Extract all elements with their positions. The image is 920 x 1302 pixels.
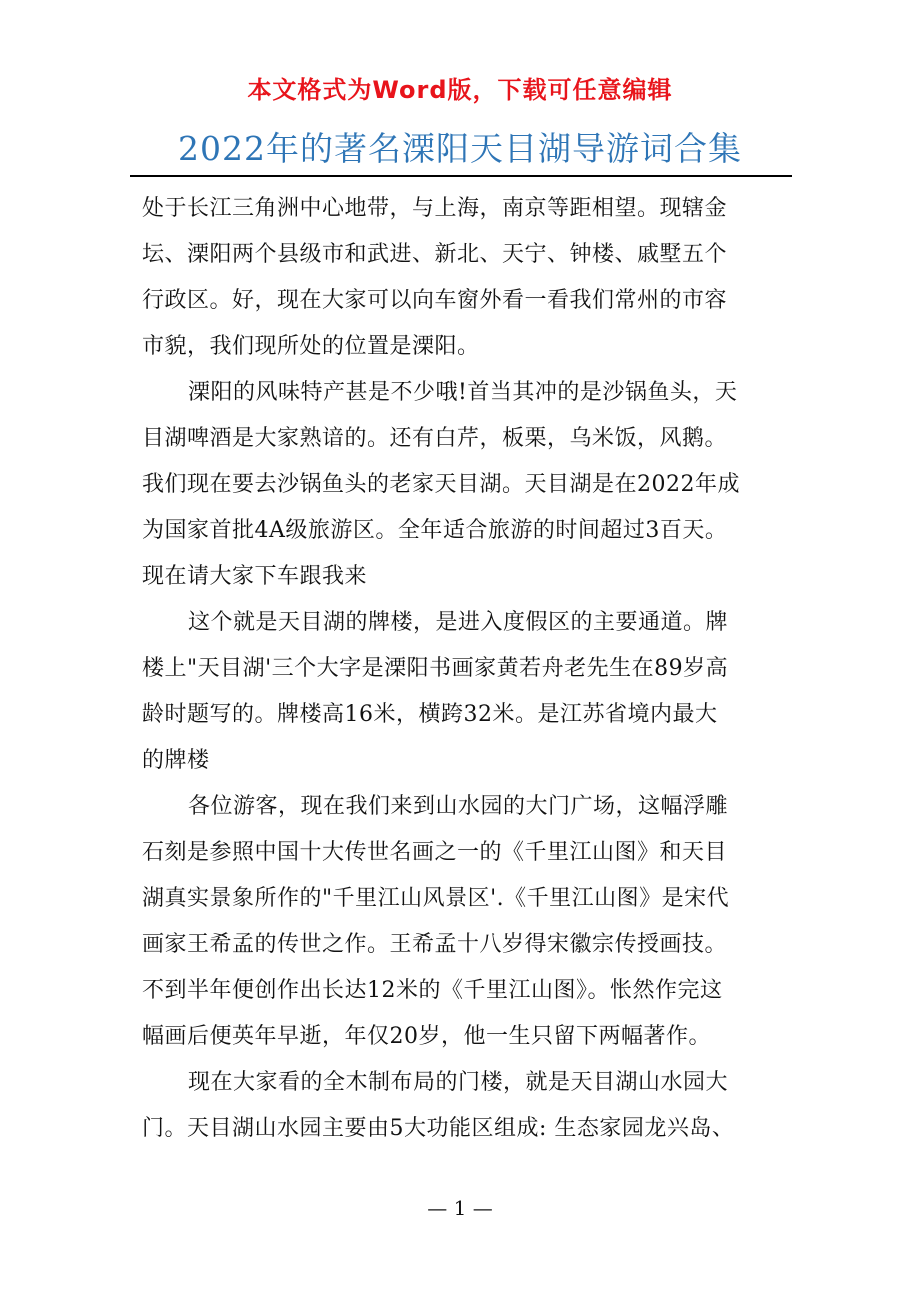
text-line: 目湖啤酒是大家熟谙的。还有白芹，板栗，乌米饭，风鹅。 — [142, 426, 728, 451]
format-notice: 本文格式为Word版，下载可任意编辑 — [247, 76, 673, 104]
title-divider — [130, 175, 792, 177]
text-line: 行政区。好，现在大家可以向车窗外看一看我们常州的市容 — [142, 288, 728, 313]
text-line: 这个就是天目湖的牌楼，是进入度假区的主要通道。牌 — [188, 610, 729, 635]
text-line: 我们现在要去沙锅鱼头的老家天目湖。天目湖是在2022年成 — [142, 472, 740, 497]
text-line: 现在请大家下车跟我来 — [142, 564, 368, 589]
text-line: 石刻是参照中国十大传世名画之一的《千里江山图》和天目 — [142, 840, 728, 865]
document-body — [142, 186, 792, 1152]
text-line: 不到半年便创作出长达12米的《千里江山图》。怅然作完这 — [142, 978, 723, 1003]
text-line: 现在大家看的全木制布局的门楼，就是天目湖山水园大 — [188, 1070, 729, 1095]
text-line: 画家王希孟的传世之作。王希孟十八岁得宋徽宗传授画技。 — [142, 932, 728, 957]
text-line: 湖真实景象所作的"千里江山风景区'.《千里江山图》是宋代 — [142, 886, 730, 911]
text-line: 处于长江三角洲中心地带，与上海，南京等距相望。现辖金 — [142, 196, 728, 221]
document-title: 2022年的著名溧阳天目湖导游词合集 — [178, 129, 742, 168]
page-number: — 1 — — [427, 1196, 493, 1220]
text-line: 坛、溧阳两个县级市和武进、新北、天宁、钟楼、戚墅五个 — [142, 242, 728, 267]
text-line: 龄时题写的。牌楼高16米，横跨32米。是江苏省境内最大 — [142, 702, 718, 727]
text-line: 溧阳的风味特产甚是不少哦!首当其冲的是沙锅鱼头，天 — [188, 380, 738, 405]
text-line: 楼上"天目湖'三个大字是溧阳书画家黄若舟老先生在89岁高 — [142, 656, 729, 681]
text-line: 市貌，我们现所处的位置是溧阳。 — [142, 334, 480, 359]
text-line: 各位游客，现在我们来到山水园的大门广场，这幅浮雕 — [188, 794, 729, 819]
text-line: 为国家首批4A级旅游区。全年适合旅游的时间超过3百天。 — [142, 518, 728, 543]
text-line: 幅画后便英年早逝，年仅20岁，他一生只留下两幅著作。 — [142, 1024, 711, 1049]
text-line: 门。天目湖山水园主要由5大功能区组成: 生态家园龙兴岛、 — [142, 1116, 735, 1141]
text-line: 的牌楼 — [142, 748, 210, 773]
